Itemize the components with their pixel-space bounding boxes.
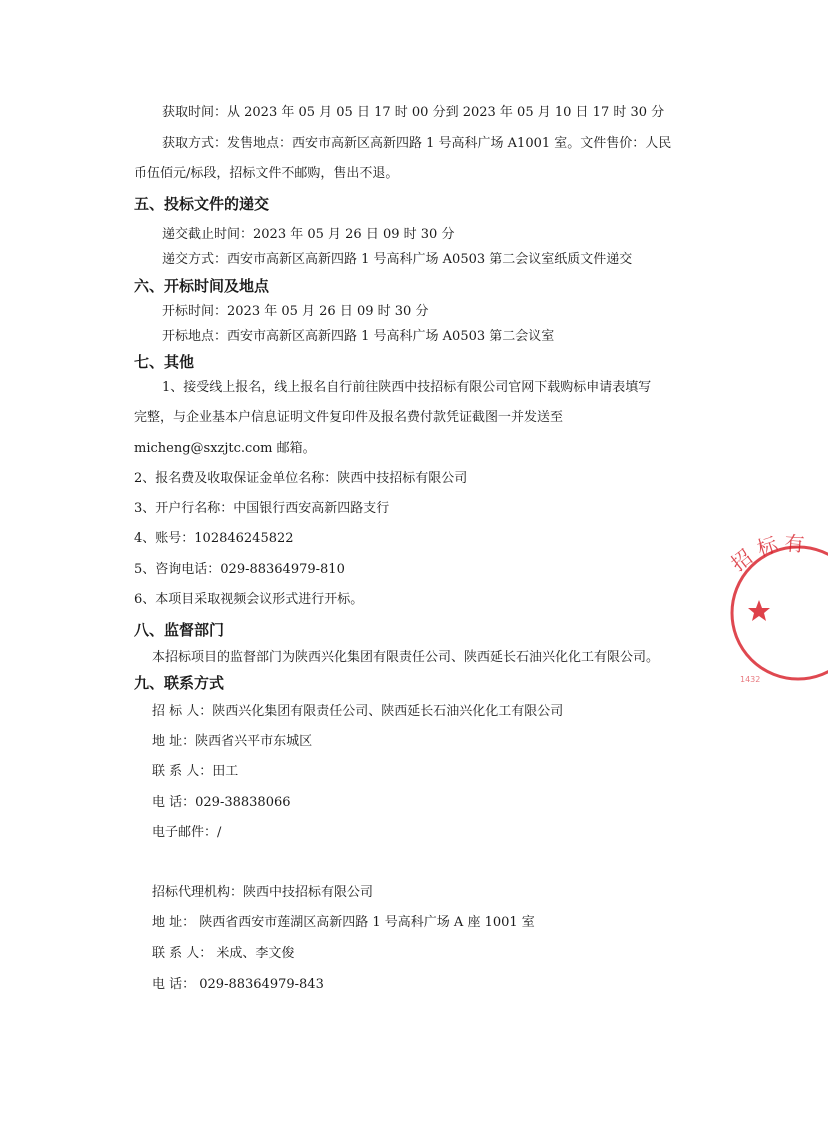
tenderer-address: 地 址：陕西省兴平市东城区 (152, 734, 313, 749)
tenderer-contact: 联 系 人：田工 (152, 764, 239, 779)
other-item-1-email: micheng@sxzjtc.com 邮箱。 (134, 441, 316, 456)
acquire-method-cont: 币伍佰元/标段，招标文件不邮购，售出不退。 (134, 166, 399, 181)
other-item-1-cont: 完整，与企业基本户信息证明文件复印件及报名费付款凭证截图一并发送至 (134, 410, 564, 425)
submit-deadline: 递交截止时间：2023 年 05 月 26 日 09 时 30 分 (162, 227, 455, 242)
section-5-heading: 五、投标文件的递交 (134, 195, 270, 213)
svg-text:有: 有 (783, 531, 806, 557)
open-time: 开标时间：2023 年 05 月 26 日 09 时 30 分 (162, 304, 429, 319)
other-item-2: 2、报名费及收取保证金单位名称：陕西中技招标有限公司 (134, 471, 468, 486)
svg-text:标: 标 (754, 531, 781, 561)
open-place: 开标地点：西安市高新区高新四路 1 号高科广场 A0503 第二会议室 (162, 329, 555, 344)
other-item-5: 5、咨询电话：029-88364979-810 (134, 562, 345, 577)
svg-text:招: 招 (726, 544, 757, 576)
acquire-time: 获取时间：从 2023 年 05 月 05 日 17 时 00 分到 2023 年 05 月 10 日 17 时 30 分 (162, 105, 665, 120)
submit-method: 递交方式：西安市高新区高新四路 1 号高科广场 A0503 第二会议室纸质文件递交 (162, 252, 633, 267)
agent-contact: 联 系 人： 米成、李文俊 (152, 946, 295, 961)
section-7-heading: 七、其他 (134, 353, 195, 371)
section-9-heading: 九、联系方式 (134, 674, 225, 692)
other-item-3: 3、开户行名称：中国银行西安高新四路支行 (134, 501, 390, 516)
tenderer-email: 电子邮件：/ (152, 825, 222, 840)
supervision-text: 本招标项目的监督部门为陕西兴化集团有限责任公司、陕西延长石油兴化化工有限公司。 (152, 650, 660, 665)
acquire-method: 获取方式：发售地点：西安市高新区高新四路 1 号高科广场 A1001 室。文件售价：人民 (162, 136, 672, 151)
agent: 招标代理机构：陕西中技招标有限公司 (152, 885, 374, 900)
agent-phone: 电 话： 029-88364979-843 (152, 977, 324, 992)
section-6-heading: 六、开标时间及地点 (134, 277, 270, 295)
svg-text:1432: 1432 (740, 675, 761, 684)
other-item-4: 4、账号：102846245822 (134, 531, 294, 546)
company-seal-stamp (726, 531, 828, 686)
section-8-heading: 八、监督部门 (134, 621, 225, 639)
other-item-6: 6、本项目采取视频会议形式进行开标。 (134, 592, 364, 607)
tenderer: 招 标 人：陕西兴化集团有限责任公司、陕西延长石油兴化化工有限公司 (152, 704, 564, 719)
tenderer-phone: 电 话：029-38838066 (152, 795, 291, 810)
agent-address: 地 址： 陕西省西安市莲湖区高新四路 1 号高科广场 A 座 1001 室 (152, 915, 535, 930)
other-item-1: 1、接受线上报名，线上报名自行前往陕西中技招标有限公司官网下载购标申请表填写 (162, 380, 652, 395)
